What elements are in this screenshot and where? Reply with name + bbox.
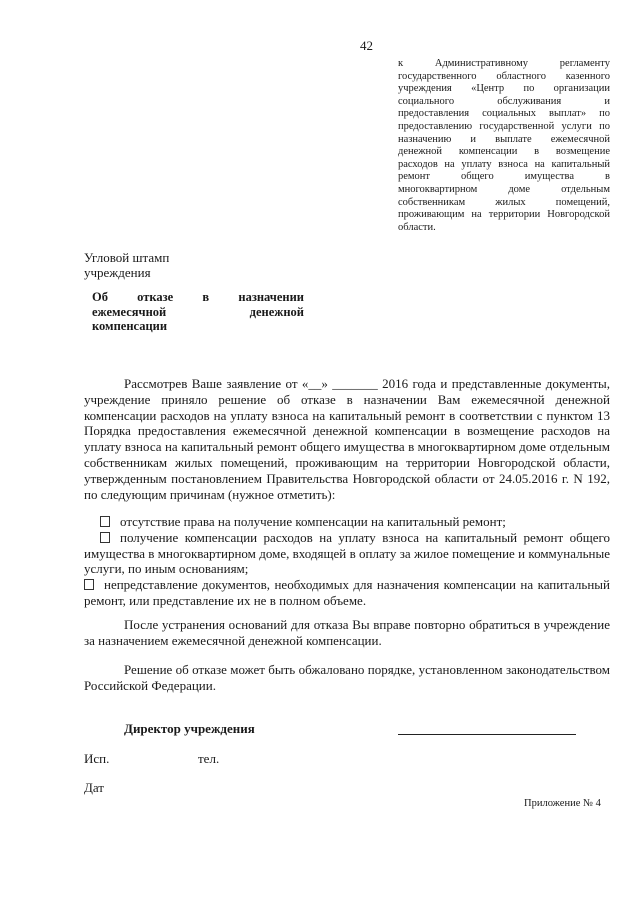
appendix-line: назначению и выплате ежемесячной xyxy=(398,133,610,145)
decision-paragraph: Рассмотрев Ваше заявление от «__» _______ 2016 года и представленные документы, учреждение приняло решение об отказе в назначении Вам ежемесячной денежной компенсации расходов на уплату взноса на капитальный ремонт в соответствии с пунктом 13 Порядка предоставления ежемесячной денежной компенсации в возмещение расходов на уплату взноса на капитальный ремонт общего имущества в многоквартирном доме отдельным собственникам жилых помещений, проживающим на территории Новгородской области, утвержденным постановлением Правительства Новгородской области от 24.05.2016 г. N 192, по следующим причинам (нужное отметить): xyxy=(84,376,610,502)
appendix-line: государственного областного казенного xyxy=(398,70,610,82)
reason-checkbox[interactable] xyxy=(84,579,94,590)
appendix-line: предоставления социальных выплат» по xyxy=(398,108,610,120)
reason-checkbox[interactable] xyxy=(100,532,110,543)
reason-item xyxy=(84,514,610,530)
appendix-line: расходов на уплату взноса на капитальный xyxy=(398,158,610,170)
executor-label: Исп. xyxy=(84,751,110,766)
appendix-line: ремонт общего имущества в xyxy=(398,171,610,183)
decision-paragraph-container xyxy=(84,376,610,502)
stamp-line: Угловой штамп xyxy=(84,250,170,265)
corner-stamp xyxy=(84,250,169,280)
appendix-line: проживающим на территории Новгородской xyxy=(398,209,610,221)
reason-checkbox[interactable] xyxy=(100,516,110,527)
reason-item xyxy=(84,530,610,577)
appendix-line: денежной компенсации в возмещение xyxy=(398,146,610,158)
subject-line: компенсации xyxy=(92,319,168,333)
reapply-paragraph: После устранения оснований для отказа Вы вправе повторно обратиться в учреждение за назначением ежемесячной денежной компенсации. xyxy=(84,617,610,648)
page-number: 42 xyxy=(360,38,373,53)
appendix-line: собственникам жилых помещений, xyxy=(398,196,610,208)
director-label: Директор учреждения xyxy=(124,721,255,736)
appendix-reference xyxy=(398,58,610,234)
reason-text: непредставление документов, необходимых для назначения компенсации на капитальный ремонт, или представление их не в полном объеме. xyxy=(84,577,610,608)
appendix-number: Приложение № 4 xyxy=(524,798,601,809)
subject-heading xyxy=(92,290,304,334)
reasons-list xyxy=(84,514,610,609)
appeal-paragraph: Решение об отказе может быть обжаловано порядке, установленном законодательством Российской Федерации. xyxy=(84,662,610,693)
signature-line xyxy=(398,734,576,735)
subject-line: ежемесячной денежной xyxy=(92,304,304,319)
date-label: Дат xyxy=(84,780,104,795)
reason-item xyxy=(84,577,610,609)
reason-text: получение компенсации расходов на уплату взноса на капитальный ремонт общего имущества в многоквартирном доме, входящей в оплату за жилое помещение и коммунальные услуги, по иным основаниям; xyxy=(84,529,610,577)
appendix-line: учреждения «Центр по организации xyxy=(398,83,610,95)
appendix-line: области. xyxy=(398,221,436,233)
appeal-paragraph-container xyxy=(84,662,610,694)
reason-text: отсутствие права на получение компенсации на капитальный ремонт; xyxy=(120,514,506,529)
appendix-line: многоквартирном доме отдельным xyxy=(398,183,610,195)
appendix-line: социального обслуживания и xyxy=(398,95,610,107)
reapply-paragraph-container xyxy=(84,617,610,649)
subject-line: Об отказе в назначении xyxy=(92,290,304,304)
stamp-line: учреждения xyxy=(84,265,151,280)
phone-label: тел. xyxy=(198,751,220,766)
appendix-line: предоставлению государственной услуги по xyxy=(398,120,610,132)
appendix-line: к Административному регламенту xyxy=(398,58,610,69)
